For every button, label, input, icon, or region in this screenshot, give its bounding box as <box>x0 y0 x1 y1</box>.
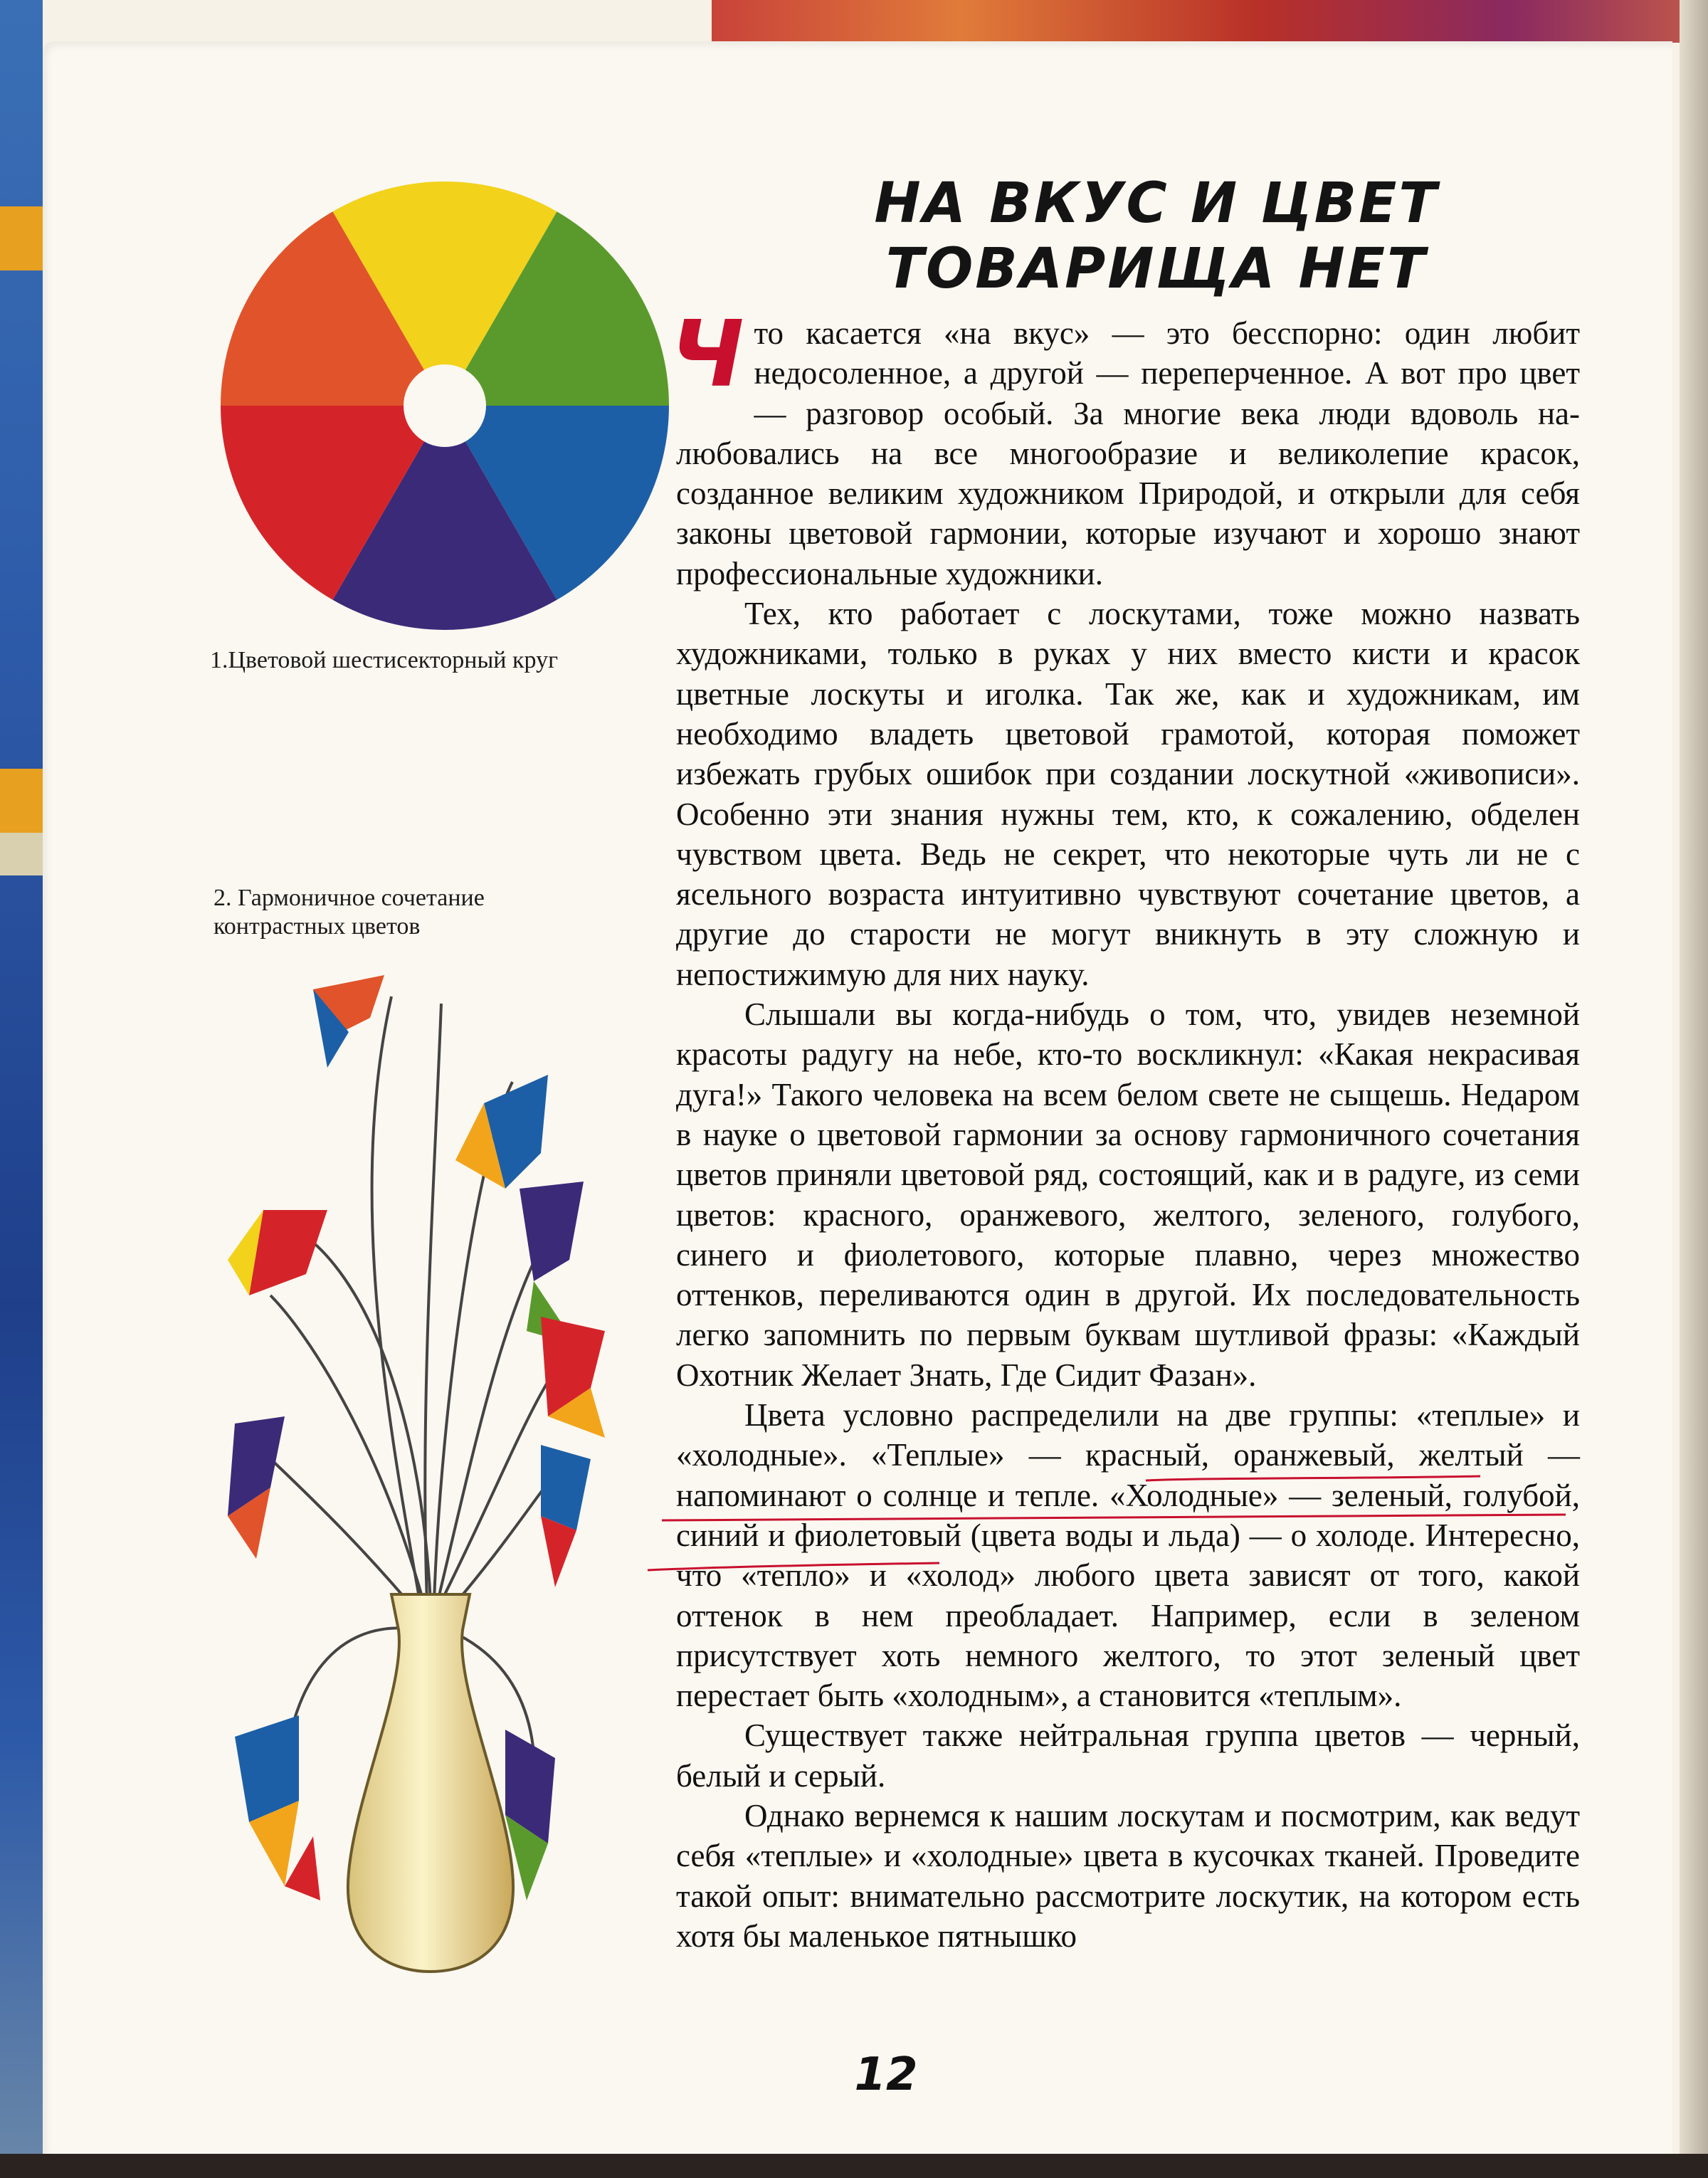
decor-band <box>0 833 43 875</box>
paragraph: Существует также нейтральная группа цветов — черный, белый и серый. <box>676 1717 1580 1794</box>
book-edge-left <box>0 0 43 2178</box>
figure2-caption-line2: контрастных цветов <box>214 913 421 940</box>
vase <box>348 1594 513 1972</box>
fabric-petal <box>541 1445 591 1530</box>
decor-band <box>0 206 43 270</box>
vase-illustration <box>206 975 662 2000</box>
pen-underline <box>1146 1476 1480 1480</box>
paragraph <box>670 302 1580 594</box>
title-line2: ТОВАРИЩА НЕТ <box>885 237 1428 301</box>
pen-underline <box>662 1515 1566 1520</box>
color-wheel-figure <box>217 178 673 633</box>
paragraph-text: то касается «на вкус» — это бесспорно: один любит недосоленное, а другой — переперченное. А вот про цвет — разговор особый. За многие века люди вдоволь налюбовались на все многообразие и великолепие красок, созданное великим художником Природой, и открыли для себя законы цветовой гармонии, которые изучают и хорошо знают профессиональные художники. <box>676 315 1580 591</box>
book-edge-top <box>712 0 1708 43</box>
paragraph: Цвета условно распределили на две группы: «теплые» и «холодные». «Теплые» — красный, оранжевый, желтый — напоминают о солнце и тепле. «Холодные» — зеленый, голубой, синий и фиолетовый (цвета воды и льда) — о холоде. Интересно, что «тепло» и «холод» любого цвета зависят от того, какой оттенок в нем преобладает. Например, если в зеленом присутствует хоть немного желтого, то этот зеленый цвет перестает быть «холодным», а становится «теплым». <box>676 1397 1580 1714</box>
pen-underline <box>648 1563 939 1570</box>
flower-stem <box>270 1295 423 1601</box>
article-title <box>783 171 1530 302</box>
book-edge-bottom <box>0 2154 1708 2178</box>
paragraph: Тех, кто работает с лоскутами, тоже можно назвать художниками, только в руках у них вместо кисти и красок цветные лоскуты и иголка. Так же, как и художникам, им необходимо владеть цветовой грамотой, которая поможет избежать грубых ошибок при создании лоскутной «живописи». Особенно эти знания нужны тем, кто, к сожалению, обделен чувством цвета. Ведь не секрет, что некоторые чуть ли не с ясельного возраста интуитивно чувствуют сочетание цветов, а другие до старости не могут вникнуть в эту сложную и непостижимую для них науку. <box>676 596 1580 992</box>
paragraph: Слышали вы когда-нибудь о том, что, увидев неземной красоты радугу на небе, кто-то воскликнул: «Какая некрасивая дуга!» Такого человека на всем белом свете не сыщешь. Недаром в науке о цветовой гармонии за основу гармоничного сочетания цветов приняли цветовой ряд, состоящий, как и в радуге, из семи цветов: красного, оранжевого, желтого, зеленого, голубого, синего и фиолетового, которые плавно, через множество оттенков, переливаются один в другой. Их последовательность легко запомнить по первым буквам шутливой фразы: «Каждый Охотник Желает Знать, Где Сидит Фазан». <box>676 996 1580 1393</box>
flower-stem <box>256 1445 420 1616</box>
book-edge-right <box>1680 0 1708 2178</box>
drop-cap: Ч <box>670 302 744 408</box>
color-wheel-center <box>404 364 486 447</box>
pen-underlines <box>640 1459 1587 1587</box>
flower-stem <box>372 996 420 1601</box>
page-number: 12 <box>854 2048 918 2101</box>
decor-band <box>0 769 43 833</box>
fabric-petal <box>520 1182 584 1281</box>
figure1-caption: 1.Цветовой шестисекторный круг <box>210 647 559 673</box>
title-line1: НА ВКУС И ЦВЕТ <box>874 172 1439 236</box>
article-body <box>670 302 1580 1956</box>
figure2-caption-line1: 2. Гармоничное сочетание <box>214 885 485 911</box>
figure2-caption <box>214 884 640 941</box>
paragraph: Однако вернемся к нашим лоскутам и посмотрим, как ведут себя «теплые» и «холодные» цвета в кусочках тканей. Проведите такой опыт: внимательно рассмотрите лоскутик, на котором есть хотя бы маленькое пятнышко <box>676 1797 1580 1954</box>
